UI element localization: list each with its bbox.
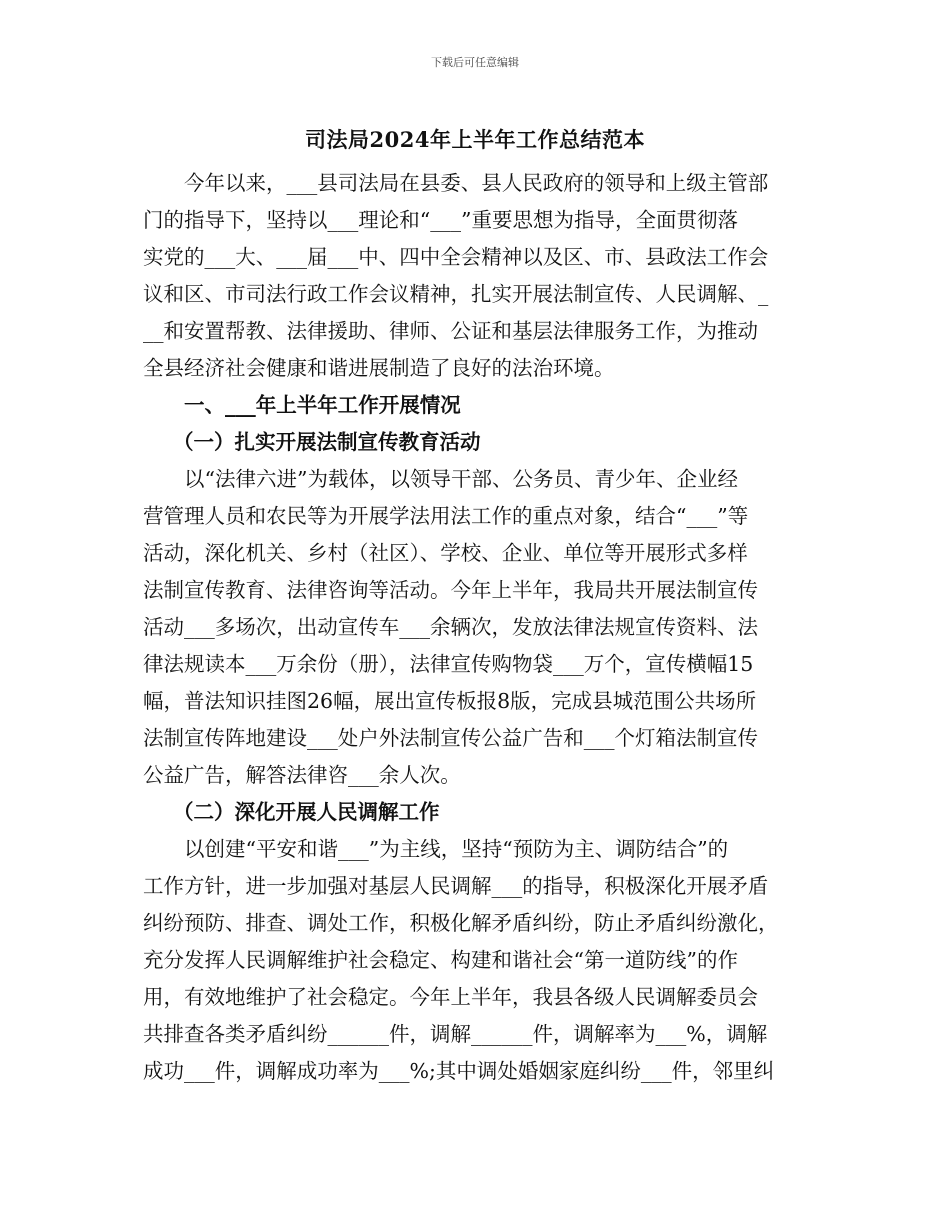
paragraph-line: 共排查各类矛盾纠纷______件，调解______件，调解率为___%，调解 bbox=[143, 1022, 768, 1046]
paragraph-line: 幅，普法知识挂图26幅，展出宣传板报8版，完成县城范围公共场所 bbox=[143, 689, 757, 713]
paragraph-line: 法制宣传教育、法律咨询等活动。今年上半年，我局共开展法制宣传 bbox=[143, 578, 758, 602]
paragraph-line: 今年以来，___县司法局在县委、县人民政府的领导和上级主管部 bbox=[184, 171, 769, 195]
section-heading: 一、___年上半年工作开展情况 bbox=[184, 393, 461, 417]
paragraph-line: 营管理人员和农民等为开展学法用法工作的重点对象，结合“___”等 bbox=[143, 504, 749, 528]
paragraph-line: 公益广告，解答法律咨___余人次。 bbox=[143, 763, 461, 787]
header-note: 下载后可任意编辑 bbox=[431, 56, 519, 69]
subsection-heading: （二）深化开展人民调解工作 bbox=[173, 800, 440, 824]
paragraph-line: 议和区、市司法行政工作会议精神，扎实开展法制宣传、人民调解、_ bbox=[143, 282, 769, 306]
paragraph-line: 以创建“平安和谐___”为主线，坚持“预防为主、调防结合”的 bbox=[184, 837, 729, 861]
paragraph-line: 活动，深化机关、乡村（社区）、学校、企业、单位等开展形式多样 bbox=[143, 541, 748, 565]
paragraph-line: 以“法律六进”为载体，以领导干部、公务员、青少年、企业经 bbox=[184, 467, 738, 491]
paragraph-line: 法制宣传阵地建设___处户外法制宣传公益广告和___个灯箱法制宣传 bbox=[143, 726, 758, 750]
paragraph-line: 充分发挥人民调解维护社会稳定、构建和谐社会“第一道防线”的作 bbox=[143, 948, 738, 972]
paragraph-line: 实党的___大、___届___中、四中全会精神以及区、市、县政法工作会 bbox=[143, 245, 769, 269]
paragraph-line: 全县经济社会健康和谐进展制造了良好的法治环境。 bbox=[143, 356, 615, 380]
document-body bbox=[143, 165, 809, 1090]
paragraph-line: 工作方针，进一步加强对基层人民调解___的指导，积极深化开展矛盾 bbox=[143, 874, 769, 898]
paragraph-line: __和安置帮教、法律援助、律师、公证和基层法律服务工作，为推动 bbox=[143, 319, 758, 343]
paragraph-line: 律法规读本___万余份（册），法律宣传购物袋___万个，宣传横幅15 bbox=[143, 652, 754, 676]
document-title: 司法局2024年上半年工作总结范本 bbox=[305, 127, 645, 152]
paragraph-line: 活动___多场次，出动宣传车___余辆次，发放法律法规宣传资料、法 bbox=[143, 615, 758, 639]
paragraph-line: 用，有效地维护了社会稳定。今年上半年，我县各级人民调解委员会 bbox=[143, 985, 758, 1009]
paragraph-line: 门的指导下，坚持以___理论和“___”重要思想为指导，全面贯彻落 bbox=[143, 208, 738, 232]
paragraph-line: 成功___件，调解成功率为___%;其中调处婚姻家庭纠纷___件，邻里纠 bbox=[143, 1059, 775, 1083]
subsection-heading: （一）扎实开展法制宣传教育活动 bbox=[173, 430, 481, 454]
paragraph-line: 纠纷预防、排查、调处工作，积极化解矛盾纠纷，防止矛盾纠纷激化， bbox=[143, 911, 779, 935]
